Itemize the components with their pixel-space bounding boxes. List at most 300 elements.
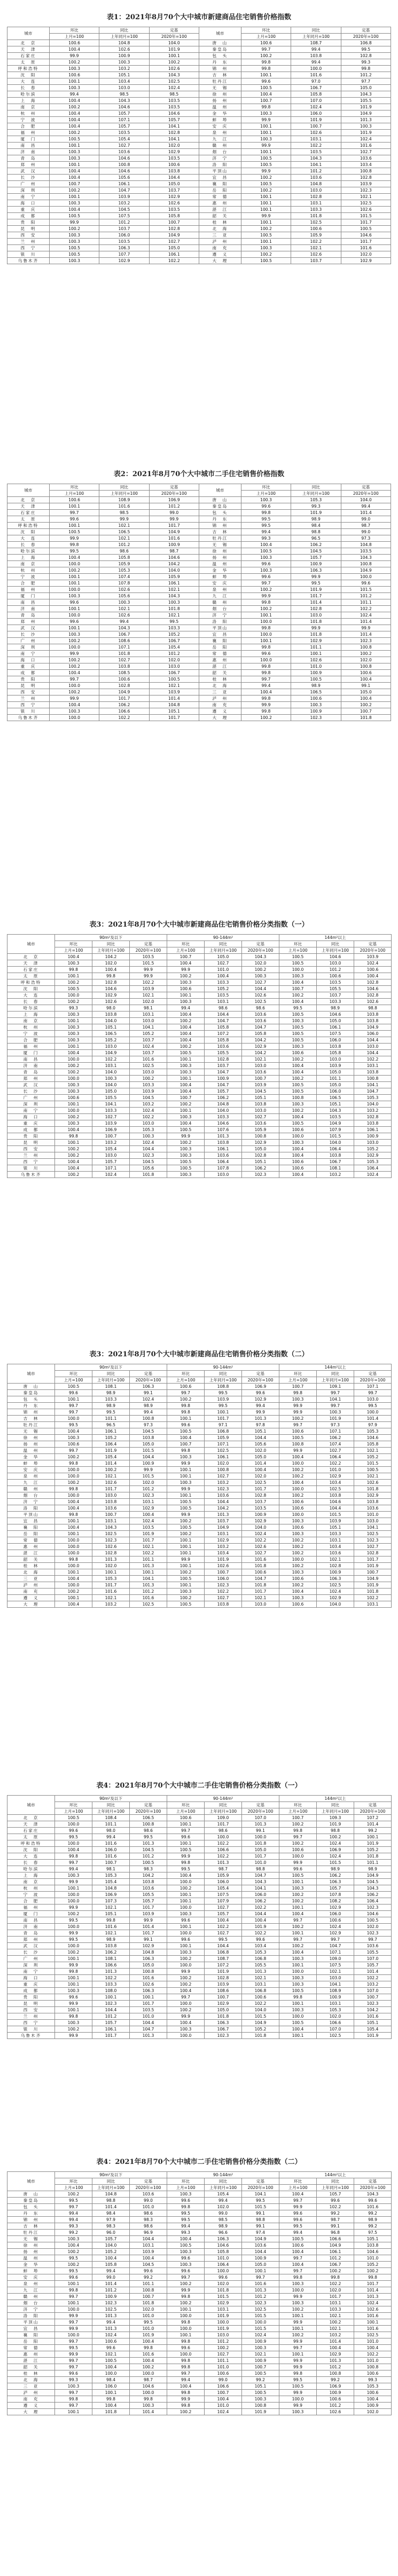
value-cell: 100.6 <box>55 1441 92 1448</box>
value-cell: 101.3 <box>130 2033 167 2039</box>
value-cell: 102.5 <box>354 1531 392 1537</box>
group-header: 定基 <box>149 27 199 34</box>
value-cell: 98.8 <box>242 1866 279 1872</box>
value-cell: 100.5 <box>55 986 92 992</box>
value-cell: 98.7 <box>149 548 199 555</box>
value-cell: 103.6 <box>242 2242 279 2249</box>
value-cell: 105.0 <box>130 1962 167 1969</box>
value-cell: 103.6 <box>354 1505 392 1512</box>
city-cell: 三 亚 <box>7 2383 55 2390</box>
value-cell: 102.8 <box>92 1550 130 1556</box>
value-cell: 99.0 <box>149 510 199 516</box>
table-block-4 <box>0 1349 398 1608</box>
sub-header: 上年同月=100 <box>205 947 242 954</box>
table-row <box>7 1416 392 1422</box>
value-cell: 105.2 <box>92 2249 130 2255</box>
table-row <box>7 580 391 587</box>
value-cell: 98.5 <box>99 91 149 98</box>
city-cell: 太 原 <box>7 516 50 523</box>
value-cell: 98.9 <box>317 1005 354 1012</box>
value-cell: 100.5 <box>279 1031 317 1037</box>
value-cell: 100.3 <box>241 567 291 574</box>
city-cell: 温 州 <box>199 561 241 567</box>
value-cell: 99.6 <box>354 2198 392 2204</box>
value-cell: 102.0 <box>205 2204 242 2210</box>
value-cell: 106.3 <box>130 1384 167 1390</box>
table-row <box>7 510 391 516</box>
city-cell: 遵 义 <box>199 251 241 258</box>
value-cell: 100.6 <box>55 1095 92 1101</box>
value-cell: 101.6 <box>130 2351 167 2358</box>
value-cell: 106.6 <box>205 2383 242 2390</box>
value-cell: 100.0 <box>354 1409 392 1416</box>
value-cell: 102.2 <box>242 1905 279 1911</box>
value-cell: 99.2 <box>130 2274 167 2281</box>
value-cell: 103.1 <box>291 200 341 207</box>
value-cell: 102.7 <box>99 143 149 149</box>
city-cell: 常 德 <box>7 2345 55 2351</box>
value-cell: 100.1 <box>354 1834 392 1840</box>
table-row <box>7 1962 392 1969</box>
city-cell: 吉 林 <box>199 529 241 535</box>
value-cell: 105.7 <box>291 555 341 561</box>
city-cell: 扬 州 <box>7 1441 55 1448</box>
value-cell: 100.6 <box>354 2370 392 2377</box>
city-cell: 石家庄 <box>7 967 55 973</box>
value-cell: 98.8 <box>242 2217 279 2223</box>
table-row <box>7 200 391 207</box>
city-cell: 海 口 <box>7 1975 55 1981</box>
value-cell: 100.2 <box>279 1108 317 1114</box>
value-cell: 99.5 <box>55 1937 92 1943</box>
value-cell: 103.8 <box>354 1012 392 1018</box>
city-cell: 南 宁 <box>7 194 50 200</box>
value-cell: 100.3 <box>49 239 99 245</box>
value-cell: 99.9 <box>279 2204 317 2210</box>
size-group-header: 90-144m² <box>167 1796 279 1802</box>
value-cell: 98.5 <box>149 91 199 98</box>
sub-header: 上年同月=100 <box>317 2185 354 2191</box>
value-cell: 101.9 <box>341 130 391 136</box>
value-cell: 99.8 <box>279 1390 317 1396</box>
value-cell: 100.0 <box>241 657 291 663</box>
value-cell: 106.7 <box>149 638 199 644</box>
value-cell: 99.4 <box>92 2268 130 2274</box>
value-cell: 107.2 <box>205 1962 242 1969</box>
value-cell: 107.1 <box>354 1384 392 1390</box>
city-cell: 岳 阳 <box>7 2338 55 2345</box>
value-cell: 105.4 <box>205 2191 242 2198</box>
value-cell: 100.4 <box>49 555 99 561</box>
value-cell: 100.1 <box>49 580 99 587</box>
value-cell: 104.5 <box>242 1088 279 1095</box>
value-cell: 105.2 <box>354 1847 392 1853</box>
value-cell: 105.7 <box>149 117 199 123</box>
value-cell: 104.4 <box>205 1943 242 1949</box>
value-cell: 100.4 <box>92 2364 130 2370</box>
value-cell: 103.8 <box>291 53 341 59</box>
table-row <box>7 2191 392 2198</box>
table-row <box>7 2377 392 2383</box>
city-cell: 唐 山 <box>199 40 241 46</box>
value-cell: 101.0 <box>130 2313 167 2319</box>
value-cell: 103.5 <box>149 104 199 110</box>
value-cell: 105.0 <box>242 1847 279 1853</box>
header-row <box>7 2178 392 2185</box>
city-cell: 石家庄 <box>7 1828 55 1834</box>
value-cell: 99.5 <box>55 2198 92 2204</box>
table-row <box>7 1499 392 1505</box>
value-cell: 102.8 <box>291 194 341 200</box>
value-cell: 100.3 <box>55 1120 92 1127</box>
value-cell: 102.8 <box>354 979 392 986</box>
value-cell: 103.8 <box>354 1499 392 1505</box>
value-cell: 99.8 <box>354 2274 392 2281</box>
value-cell: 102.1 <box>149 587 199 593</box>
value-cell: 99.4 <box>242 1403 279 1409</box>
value-cell: 99.8 <box>167 2403 205 2409</box>
value-cell: 100.3 <box>241 555 291 561</box>
value-cell: 103.9 <box>92 1120 130 1127</box>
table-title: 表4：2021年8月70个大中城市二手住宅销售价格分类指数（二） <box>96 2158 302 2166</box>
value-cell: 100.2 <box>167 1018 205 1024</box>
value-cell: 101.5 <box>317 1133 354 1140</box>
city-cell: 天 津 <box>7 46 50 53</box>
city-cell: 西 宁 <box>7 2020 55 2026</box>
value-cell: 99.8 <box>241 625 291 631</box>
value-cell: 102.9 <box>149 194 199 200</box>
table-row <box>7 1076 392 1082</box>
table-row <box>7 1165 392 1172</box>
group-header: 同比 <box>317 1371 354 1377</box>
value-cell: 106.1 <box>99 181 149 187</box>
city-cell: 赣 州 <box>7 1486 55 1492</box>
size-group-header: 90-144m² <box>167 2172 279 2178</box>
value-cell: 100.4 <box>205 2396 242 2403</box>
value-cell: 97.8 <box>242 1422 279 1428</box>
city-cell: 青 岛 <box>7 1930 55 1937</box>
group-header: 定基 <box>242 2178 279 2185</box>
value-cell: 99.8 <box>55 1133 92 1140</box>
value-cell: 104.7 <box>205 1082 242 1088</box>
value-cell: 99.8 <box>279 2370 317 2377</box>
value-cell: 106.0 <box>99 232 149 239</box>
city-cell: 福 州 <box>7 130 50 136</box>
group-header: 定基 <box>354 1802 392 1808</box>
value-cell: 100.5 <box>354 1467 392 1473</box>
value-cell: 106.2 <box>242 1898 279 1905</box>
value-cell: 102.7 <box>205 960 242 967</box>
value-cell: 100.2 <box>279 992 317 999</box>
table-row <box>7 213 391 219</box>
value-cell: 100.1 <box>167 1544 205 1550</box>
value-cell: 103.7 <box>317 992 354 999</box>
value-cell: 101.2 <box>130 1853 167 1860</box>
group-header: 定基 <box>354 1371 392 1377</box>
table-row <box>7 535 391 542</box>
value-cell: 104.4 <box>92 2007 130 2013</box>
group-header: 环比 <box>279 941 317 947</box>
value-cell: 100.3 <box>49 232 99 239</box>
value-cell: 106.9 <box>317 2383 354 2390</box>
table-row <box>7 708 391 715</box>
value-cell: 103.9 <box>130 986 167 992</box>
value-cell: 100.1 <box>279 1879 317 1885</box>
value-cell: 104.2 <box>149 561 199 567</box>
value-cell: 100.2 <box>55 2249 92 2255</box>
value-cell: 99.8 <box>167 1409 205 1416</box>
header-row <box>7 1371 392 1377</box>
value-cell: 104.4 <box>205 1499 242 1505</box>
value-cell: 99.6 <box>55 1994 92 2001</box>
city-cell: 乌鲁木齐 <box>7 1172 55 1178</box>
value-cell: 104.1 <box>130 1576 167 1582</box>
value-cell: 100.4 <box>130 2255 167 2262</box>
value-cell: 100.5 <box>167 1127 205 1133</box>
city-cell: 九 江 <box>7 1480 55 1486</box>
city-cell: 银 川 <box>7 251 50 258</box>
value-cell: 100.4 <box>49 207 99 213</box>
city-cell: 包 头 <box>7 1396 55 1403</box>
sub-header: 上年同月=100 <box>205 2185 242 2191</box>
value-cell: 100.2 <box>55 2262 92 2268</box>
value-cell: 100.3 <box>55 1031 92 1037</box>
value-cell: 103.9 <box>99 194 149 200</box>
table-row <box>7 2262 392 2268</box>
value-cell: 100.2 <box>279 1924 317 1930</box>
group-header: 定基 <box>341 27 391 34</box>
value-cell: 99.6 <box>49 599 99 606</box>
city-cell: 长 沙 <box>7 631 50 638</box>
value-cell: 106.3 <box>99 245 149 251</box>
value-cell: 100.0 <box>167 1930 205 1937</box>
value-cell: 103.1 <box>130 1012 167 1018</box>
value-cell: 100.1 <box>130 1994 167 2001</box>
value-cell: 99.7 <box>242 2274 279 2281</box>
city-cell: 大 连 <box>7 992 55 999</box>
value-cell: 104.3 <box>99 625 149 631</box>
value-cell: 104.8 <box>92 2191 130 2198</box>
city-header: 城市 <box>199 27 241 40</box>
value-cell: 100.5 <box>279 1024 317 1031</box>
sub-header: 2020年=100 <box>149 491 199 497</box>
value-cell: 102.7 <box>242 1114 279 1120</box>
value-cell: 100.1 <box>130 1569 167 1576</box>
value-cell: 100.4 <box>55 1524 92 1531</box>
size-group-header: 90-144m² <box>167 1364 279 1371</box>
city-cell: 遵 义 <box>7 2403 55 2409</box>
value-cell: 104.6 <box>92 986 130 992</box>
table-row <box>7 1044 392 1050</box>
value-cell: 100.6 <box>291 226 341 232</box>
value-cell: 103.8 <box>92 1499 130 1505</box>
value-cell: 100.7 <box>130 2294 167 2300</box>
value-cell: 104.0 <box>92 2242 130 2249</box>
group-header: 环比 <box>279 1802 317 1808</box>
value-cell: 103.8 <box>205 1140 242 1146</box>
value-cell: 102.1 <box>317 2326 354 2332</box>
value-cell: 97.4 <box>242 2230 279 2236</box>
value-cell: 100.9 <box>317 2390 354 2396</box>
city-cell: 韶 关 <box>199 213 241 219</box>
value-cell: 99.8 <box>341 66 391 72</box>
city-cell: 深 圳 <box>7 187 50 194</box>
table-title: 表2：2021年8月70个大中城市二手住宅销售价格指数 <box>113 470 285 478</box>
table-block-1 <box>0 12 398 264</box>
table-row <box>7 1834 392 1840</box>
value-cell: 99.7 <box>279 1834 317 1840</box>
table-title: 表3：2021年8月70个大中城市新建商品住宅销售价格分类指数（一） <box>89 921 309 929</box>
city-cell: 平顶山 <box>199 168 241 175</box>
value-cell: 102.2 <box>291 239 341 245</box>
value-cell: 100.0 <box>167 1962 205 1969</box>
value-cell: 100.4 <box>279 979 317 986</box>
value-cell: 99.1 <box>242 2210 279 2217</box>
table-row <box>7 1943 392 1949</box>
value-cell: 98.4 <box>92 2377 130 2383</box>
value-cell: 104.9 <box>92 1050 130 1056</box>
value-cell: 100.0 <box>55 1550 92 1556</box>
value-cell: 102.1 <box>92 1930 130 1937</box>
value-cell: 100.1 <box>167 1076 205 1082</box>
value-cell: 100.7 <box>341 708 391 715</box>
value-cell: 97.3 <box>130 1422 167 1428</box>
table-row <box>7 2358 392 2364</box>
value-cell: 100.4 <box>242 1467 279 1473</box>
value-cell: 101.0 <box>242 1860 279 1866</box>
table-row <box>7 207 391 213</box>
value-cell: 102.3 <box>354 2001 392 2007</box>
value-cell: 105.7 <box>205 1911 242 1917</box>
value-cell: 102.5 <box>317 2033 354 2039</box>
city-cell: 重 庆 <box>7 663 50 670</box>
city-cell: 遵 义 <box>199 708 241 715</box>
value-cell: 107.5 <box>317 1962 354 1969</box>
city-cell: 扬 州 <box>199 98 241 104</box>
value-cell: 100.9 <box>242 1512 279 1518</box>
value-cell: 98.9 <box>291 516 341 523</box>
value-cell: 100.3 <box>167 2026 205 2033</box>
table-row <box>7 1885 392 1892</box>
value-cell: 100.9 <box>205 1076 242 1082</box>
city-cell: 杭 州 <box>7 1024 55 1031</box>
value-cell: 100.5 <box>167 1505 205 1512</box>
city-cell: 银 川 <box>7 1165 55 1172</box>
value-cell: 98.9 <box>92 1403 130 1409</box>
value-cell: 100.5 <box>241 155 291 162</box>
table-row <box>7 1384 392 1390</box>
sub-header: 上月=100 <box>241 34 291 40</box>
value-cell: 100.8 <box>205 1467 242 1473</box>
value-cell: 100.0 <box>167 1905 205 1911</box>
value-cell: 102.9 <box>92 992 130 999</box>
value-cell: 103.0 <box>92 1152 130 1159</box>
value-cell: 100.6 <box>279 1576 317 1582</box>
table-row <box>7 2020 392 2026</box>
value-cell: 104.4 <box>317 1505 354 1512</box>
value-cell: 106.4 <box>92 1441 130 1448</box>
value-cell: 100.9 <box>291 708 341 715</box>
value-cell: 102.7 <box>317 1448 354 1454</box>
value-cell: 99.8 <box>317 2274 354 2281</box>
city-cell: 兰 州 <box>7 696 50 702</box>
value-cell: 106.0 <box>317 1088 354 1095</box>
city-cell: 杭 州 <box>7 110 50 117</box>
value-cell: 103.6 <box>354 1943 392 1949</box>
value-cell: 101.2 <box>99 219 149 226</box>
value-cell: 100.3 <box>49 85 99 91</box>
sub-header: 上月=100 <box>279 2185 317 2191</box>
value-cell: 99.1 <box>317 2223 354 2230</box>
value-cell: 105.6 <box>99 593 149 599</box>
value-cell: 106.6 <box>317 2020 354 2026</box>
value-cell: 105.4 <box>99 136 149 143</box>
value-cell: 97.1 <box>205 1422 242 1428</box>
value-cell: 103.2 <box>99 66 149 72</box>
value-cell: 99.6 <box>341 580 391 587</box>
value-cell: 100.1 <box>241 149 291 155</box>
table-row <box>7 2255 392 2262</box>
value-cell: 102.2 <box>317 2204 354 2210</box>
value-cell: 100.2 <box>167 1885 205 1892</box>
value-cell: 104.5 <box>130 1847 167 1853</box>
value-cell: 103.1 <box>354 1063 392 1069</box>
city-cell: 兰 州 <box>7 1152 55 1159</box>
city-cell: 乌鲁木齐 <box>7 715 50 721</box>
value-cell: 99.9 <box>55 2351 92 2358</box>
value-cell: 100.0 <box>279 1512 317 1518</box>
value-cell: 103.1 <box>130 1499 167 1505</box>
value-cell: 100.2 <box>55 2191 92 2198</box>
value-cell: 105.9 <box>242 1127 279 1133</box>
value-cell: 103.9 <box>354 954 392 960</box>
size-header-row <box>7 1796 392 1802</box>
value-cell: 104.2 <box>92 954 130 960</box>
value-cell: 102.1 <box>130 992 167 999</box>
value-cell: 102.6 <box>354 1480 392 1486</box>
value-cell: 100.0 <box>279 2013 317 2020</box>
value-cell: 100.9 <box>149 542 199 548</box>
value-cell: 100.0 <box>242 2319 279 2326</box>
value-cell: 100.0 <box>55 1892 92 1898</box>
value-cell: 99.9 <box>279 2319 317 2326</box>
value-cell: 99.3 <box>241 535 291 542</box>
city-cell: 长 春 <box>7 85 50 91</box>
table-row <box>7 1069 392 1076</box>
value-cell: 100.1 <box>167 2306 205 2313</box>
value-cell: 105.9 <box>149 574 199 580</box>
value-cell: 100.5 <box>291 676 341 683</box>
value-cell: 106.0 <box>92 2383 130 2390</box>
sub-header: 2020年=100 <box>354 1377 392 1384</box>
value-cell: 99.8 <box>279 1994 317 2001</box>
value-cell: 100.4 <box>55 1576 92 1582</box>
value-cell: 105.7 <box>92 2236 130 2242</box>
value-cell: 100.3 <box>55 2236 92 2242</box>
value-cell: 101.0 <box>130 2326 167 2332</box>
value-cell: 99.9 <box>341 625 391 631</box>
value-cell: 104.7 <box>242 1024 279 1031</box>
value-cell: 101.4 <box>149 696 199 702</box>
city-cell: 烟 台 <box>7 1492 55 1499</box>
table-row <box>7 155 391 162</box>
value-cell: 102.6 <box>92 1480 130 1486</box>
table-row <box>7 130 391 136</box>
value-cell: 100.5 <box>92 2358 130 2364</box>
value-cell: 101.0 <box>205 2403 242 2409</box>
value-cell: 107.1 <box>99 644 149 651</box>
value-cell: 102.6 <box>242 992 279 999</box>
